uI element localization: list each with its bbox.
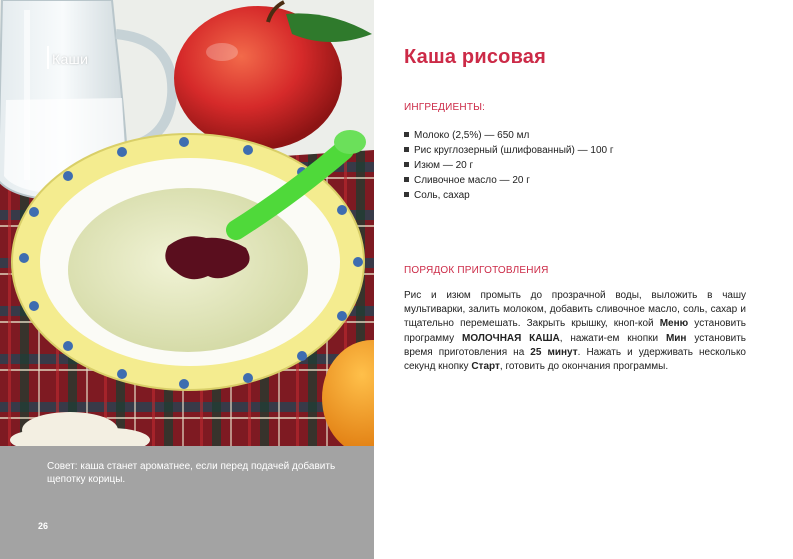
ingredient-text: Соль, сахар	[414, 190, 470, 201]
method-text-run: Рис и изюм промыть до прозрачной воды, выложить в чашу мультиварки, залить молоком, добавить сливочное масло, соль, сахар и тщательно перемешать. Закрыть крышку, кноп-кой	[404, 290, 746, 330]
ingredient-text: Изюм — 20 г	[414, 160, 474, 171]
list-item	[404, 158, 614, 173]
bullet-icon	[404, 162, 409, 167]
method-text-run: установить программу	[404, 318, 746, 344]
method-paragraph	[404, 289, 746, 374]
ingredients-heading: ИНГРЕДИЕНТЫ:	[404, 102, 486, 113]
tip-text: Совет: каша станет ароматнее, если перед подачей добавить щепотку корицы.	[47, 461, 336, 485]
cook-time: 25 минут	[530, 346, 578, 358]
min-button-name: Мин	[665, 332, 687, 344]
method-text-run: , нажати-ем кнопки	[559, 332, 666, 344]
section-marker	[47, 46, 49, 69]
bullet-icon	[404, 132, 409, 137]
list-item	[404, 173, 614, 188]
bullet-icon	[404, 147, 409, 152]
method-text-run: , готовить до окончания программы.	[499, 361, 669, 373]
ingredient-text: Рис круглозерный (шлифованный) — 100 г	[414, 145, 614, 156]
page-number: 26	[38, 521, 49, 531]
section-label: Каши	[52, 51, 89, 67]
recipe-title: Каша рисовая	[404, 46, 546, 68]
method-heading: ПОРЯДОК ПРИГОТОВЛЕНИЯ	[404, 265, 549, 276]
ingredient-text: Сливочное масло — 20 г	[414, 175, 530, 186]
ingredient-text: Молоко (2,5%) — 650 мл	[414, 130, 530, 141]
list-item	[404, 188, 614, 203]
method-text-run: . Нажать и удерживать несколько секунд кнопку	[404, 346, 746, 373]
method-text	[404, 289, 746, 374]
tip-panel	[0, 446, 374, 559]
menu-button-name: Меню	[659, 318, 689, 330]
bullet-icon	[404, 177, 409, 182]
bullet-icon	[404, 192, 409, 197]
recipe-photo	[0, 0, 374, 446]
list-item	[404, 143, 614, 158]
start-button-name: Старт	[471, 361, 500, 373]
ingredients-list	[404, 128, 614, 203]
list-item	[404, 128, 614, 143]
method-text-run: установить время приготовления на	[404, 332, 747, 358]
program-name: МОЛОЧНАЯ КАША	[462, 332, 560, 344]
